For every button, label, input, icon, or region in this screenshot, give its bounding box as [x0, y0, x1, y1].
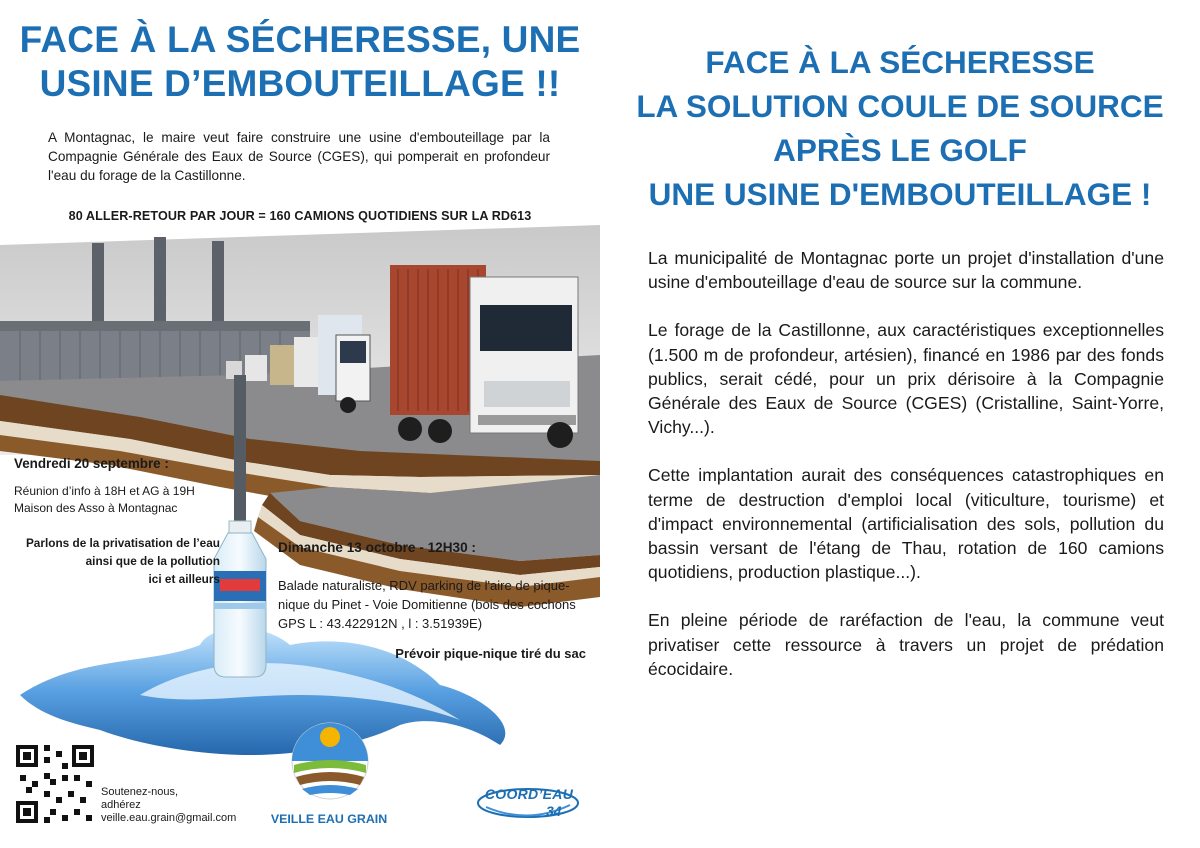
body-paragraph: En pleine période de raréfaction de l'eau, la commune veut privatiser cette ressource à travers un projet de prédation écocidaire.: [648, 610, 1164, 679]
left-title-line: FACE À LA SÉCHERESSE, UNE: [19, 19, 581, 60]
veille-eau-grain-logo: [292, 723, 368, 799]
water-bottle-icon: [214, 521, 266, 677]
privatisation-line: ici et ailleurs: [148, 572, 220, 586]
privatisation-line: ainsi que de la pollution: [85, 554, 220, 568]
truck-banner: 80 ALLER-RETOUR PAR JOUR = 160 CAMIONS QUOTIDIENS SUR LA RD613: [68, 209, 532, 223]
veille-eau-grain-label: VEILLE EAU GRAIN: [270, 812, 388, 826]
right-title-line: APRÈS LE GOLF: [773, 132, 1027, 168]
left-intro: A Montagnac, le maire veut faire construire une usine d'embouteillage par la Compagnie Générale des Eaux de Source (CGES), qui pomperait en profondeur l'eau du forage de la Castillonne.: [48, 130, 550, 183]
left-title-line: USINE D’EMBOUTEILLAGE !!: [39, 63, 561, 104]
support-line: Soutenez-nous,: [101, 786, 179, 798]
right-title: [600, 40, 1200, 216]
event2-note: Prévoir pique-nique tiré du sac: [395, 646, 586, 661]
event1-line2: Maison des Asso à Montagnac: [14, 501, 178, 515]
right-title-line: LA SOLUTION COULE DE SOURCE: [636, 88, 1164, 124]
borehole-pipe: [234, 375, 246, 535]
event2-title: Dimanche 13 octobre - 12H30 :: [278, 540, 476, 555]
privatisation-text: [10, 534, 220, 588]
coord-eau-number: 34: [546, 803, 562, 819]
event1-title: Vendredi 20 septembre :: [14, 456, 169, 471]
event1-line1: Réunion d’info à 18H et AG à 19H: [14, 484, 195, 498]
coord-eau-label: COORD’EAU: [484, 786, 574, 802]
privatisation-line: Parlons de la privatisation de l’eau: [25, 536, 220, 550]
support-line: adhérez: [101, 799, 141, 811]
right-title-line: UNE USINE D'EMBOUTEILLAGE !: [648, 176, 1152, 212]
right-body: [648, 246, 1164, 705]
support-text: [101, 786, 236, 825]
body-paragraph: Cette implantation aurait des conséquences catastrophiques en terme de destruction d'emploi local (viticulture, tourisme) et d'impact environnemental (artificialisation des sols, pollution du bassin versant de l'étang de Thau, rotation de 160 camions quotidiens, production plastique...).: [648, 465, 1164, 583]
left-title: [0, 18, 600, 106]
right-title-line: FACE À LA SÉCHERESSE: [705, 44, 1095, 80]
body-paragraph: La municipalité de Montagnac porte un projet d'installation d'une usine d'embouteillage d'eau de source sur la commune.: [648, 248, 1164, 293]
support-email[interactable]: veille.eau.grain@gmail.com: [101, 812, 237, 824]
body-paragraph: Le forage de la Castillonne, aux caractéristiques exceptionnelles (1.500 m de profondeur, artésien), financé en 1986 par des fonds publics, serait cédé, pour un prix dérisoire à la Compagnie Générale des Eaux de Source (CGES) (Cristalline, Saint-Yorre, Vichy...).: [648, 320, 1164, 438]
qr-code-icon: [16, 745, 94, 823]
right-panel: [600, 0, 1200, 848]
event2-body: Balade naturaliste, RDV parking de l'aire de pique-nique du Pinet - Voie Domitienne (bois des cochons GPS L : 43.422912N , l : 3.51939E): [278, 578, 576, 631]
